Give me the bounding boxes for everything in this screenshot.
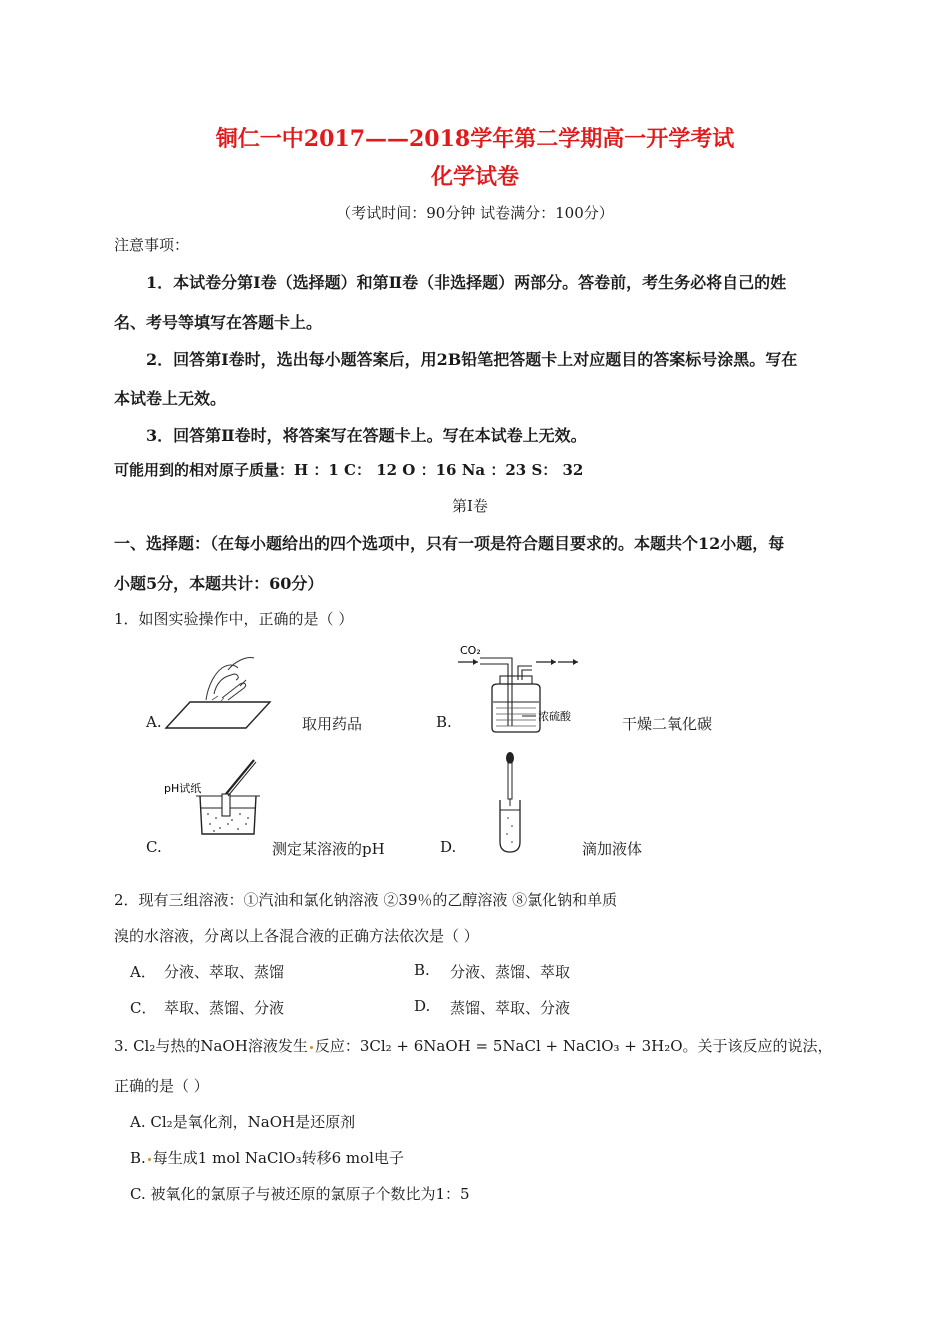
q2-stem-a: 2．现有三组溶液：①汽油和氯化钠溶液 ②39％的乙醇溶液 ⑧氯化钠和单质 [114, 891, 618, 909]
section-part1-b: 小题5分，本题共计：60分） [114, 574, 324, 593]
q2-option-c-label: C． [130, 999, 157, 1017]
fig-c-ph-test-image [162, 752, 272, 838]
fig-c-paper-label: pH试纸 [164, 782, 202, 795]
q3-stem-pre: 3. Cl₂与热的NaOH溶液发生 [114, 1037, 308, 1055]
q3-stem-a [114, 1035, 833, 1056]
q2-option-b-label: B. [414, 961, 430, 979]
q1-stem: 1．如图实验操作中，正确的是（ ） [114, 610, 354, 628]
volume-heading: 第Ⅰ卷 [452, 497, 488, 515]
notice-item-1b: 名、考号等填写在答题卡上。 [114, 313, 323, 332]
q1-option-a-label: A. [146, 713, 162, 731]
q3-option-a: A. Cl₂是氧化剂，NaOH是还原剂 [130, 1113, 356, 1131]
notice-heading: 注意事项： [114, 236, 190, 254]
q2-stem-b: 溴的水溶液，分离以上各混合液的正确方法依次是（ ） [114, 927, 479, 945]
fig-a-reagent-image [162, 650, 272, 732]
q3-option-c: C. 被氧化的氯原子与被还原的氯原子个数比为1：5 [130, 1185, 470, 1203]
q1-option-d-text: 滴加液体 [582, 840, 643, 858]
exam-title: 铜仁一中2017——2018学年第二学期高一开学考试 [215, 126, 735, 152]
exam-info: （考试时间：90分钟 试卷满分：100分） [336, 204, 614, 222]
q1-option-d-label: D. [440, 838, 457, 856]
q3-option-b-label: B. [130, 1149, 146, 1167]
q3-stem-b: 正确的是（ ） [114, 1077, 209, 1095]
q3-option-b [130, 1147, 404, 1168]
q2-option-a-label: A． [130, 963, 156, 981]
q1-option-c-text: 测定某溶液的pH [272, 840, 385, 858]
notice-item-2b: 本试卷上无效。 [114, 389, 227, 408]
q2-option-c-text: 萃取、蒸馏、分液 [164, 999, 285, 1017]
exam-subject: 化学试卷 [430, 164, 519, 190]
scan-dot [148, 1158, 151, 1161]
fig-d-dropper-image [490, 750, 530, 856]
section-part1-a: 一、选择题：（在每小题给出的四个选项中，只有一项是符合题目要求的。本题共个12小题，每 [114, 534, 785, 553]
q3-stem-post: 反应：3Cl₂ + 6NaOH = 5NaCl + NaClO₃ + 3H₂O。关于该反应的说法， [314, 1037, 833, 1055]
atomic-mass-line: 可能用到的相对原子质量：H ：1 C： 12 O ：16 Na ：23 S： 32 [114, 461, 584, 479]
fig-b-drying-bottle-image [452, 640, 592, 736]
q2-option-b-text: 分液、蒸馏、萃取 [450, 963, 571, 981]
scan-dot [310, 1046, 313, 1049]
notice-item-1a: 1．本试卷分第Ⅰ卷（选择题）和第Ⅱ卷（非选择题）两部分。答卷前，考生务必将自己的姓 [146, 273, 787, 292]
fig-b-acid-label: 浓硫酸 [538, 710, 571, 723]
fig-b-gas-label: CO₂ [460, 644, 481, 657]
notice-item-2a: 2．回答第Ⅰ卷时，选出每小题答案后，用2B铅笔把答题卡上对应题目的答案标号涂黑。写在 [146, 350, 798, 369]
q1-option-a-text: 取用药品 [302, 715, 363, 733]
q1-option-c-label: C. [146, 838, 162, 856]
q2-option-a-text: 分液、萃取、蒸馏 [164, 963, 285, 981]
q3-option-b-text: 每生成1 mol NaClO₃转移6 mol电子 [152, 1149, 404, 1167]
q2-option-d-text: 蒸馏、萃取、分液 [450, 999, 571, 1017]
q1-option-b-label: B. [436, 713, 452, 731]
q1-option-b-text: 干燥二氧化碳 [622, 715, 713, 733]
q2-option-d-label: D. [414, 997, 431, 1015]
notice-item-3: 3．回答第Ⅱ卷时，将答案写在答题卡上。写在本试卷上无效。 [146, 426, 587, 445]
